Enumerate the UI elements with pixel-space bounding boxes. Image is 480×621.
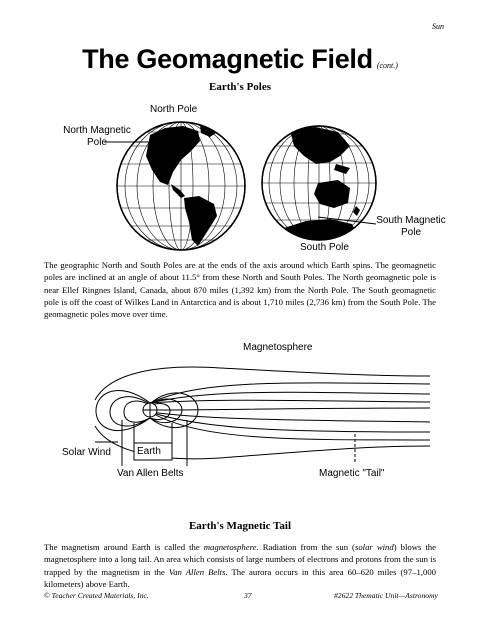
tail-term-solar-wind: solar wind <box>354 542 394 552</box>
poles-paragraph: The geographic North and South Poles are at the ends of the axis around which Earth spins. The geomagnetic poles are inclined at an angle of about 11.5° from these North and South Poles. The North geomagnetic pole is near Ellef Ringnes Island, Canada, about 870 miles (1,392 km) from the North Pole. The South geomagnetic pole is off the coast of Wilkes Land in Antarctica and is about 1,710 miles (2,736 km) from the South Pole. The geomagnetic poles move over time. <box>44 260 436 320</box>
tail-text-1: The magnetism around Earth is called the <box>44 542 204 552</box>
earths-poles-heading: Earth's Poles <box>208 81 272 93</box>
north-magnetic-pole-label-line1: North Magnetic <box>63 125 131 136</box>
tail-term-van-allen-belts: Van Allen Belts <box>168 566 226 577</box>
solar-wind-label: Solar Wind <box>62 447 111 458</box>
south-magnetic-pole-label-line1: South Magnetic <box>376 215 446 226</box>
page-title-text: The Geomagnetic Field <box>82 44 373 74</box>
tail-term-magnetosphere: magnetosphere <box>203 542 257 552</box>
magnetic-tail-paragraph <box>44 541 436 590</box>
magnetic-tail-heading: Earth's Magnetic Tail <box>188 520 292 532</box>
van-allen-belts-label: Van Allen Belts <box>117 468 184 479</box>
footer-publisher: © Teacher Created Materials, Inc. <box>44 591 149 600</box>
earth-label: Earth <box>137 446 161 457</box>
tail-text-2: . Radiation from the sun ( <box>256 542 355 552</box>
tail-text-4: . The aurora occurs in this area 60–620 miles (97–1,000 kilometers) above Earth. <box>44 566 437 589</box>
tail-text-3: ) blows the magnetosphere into a long tail. An area which consists of large numbers of electrons and protons from the sun is trapped by the magnetism in the <box>44 542 436 577</box>
magnetic-tail-label: Magnetic "Tail" <box>319 468 385 479</box>
south-pole-label: South Pole <box>300 242 349 253</box>
footer-product: #2622 Thematic Unit—Astronomy <box>334 591 438 600</box>
north-magnetic-pole-label-line2: Pole <box>86 137 107 148</box>
title-cont: (cont.) <box>376 61 398 70</box>
north-pole-label: North Pole <box>150 104 198 115</box>
section-label: Sun <box>432 22 444 31</box>
footer-page-number: 37 <box>244 591 252 600</box>
south-magnetic-pole-label-line2: Pole <box>400 227 421 238</box>
magnetosphere-label: Magnetosphere <box>243 342 313 353</box>
